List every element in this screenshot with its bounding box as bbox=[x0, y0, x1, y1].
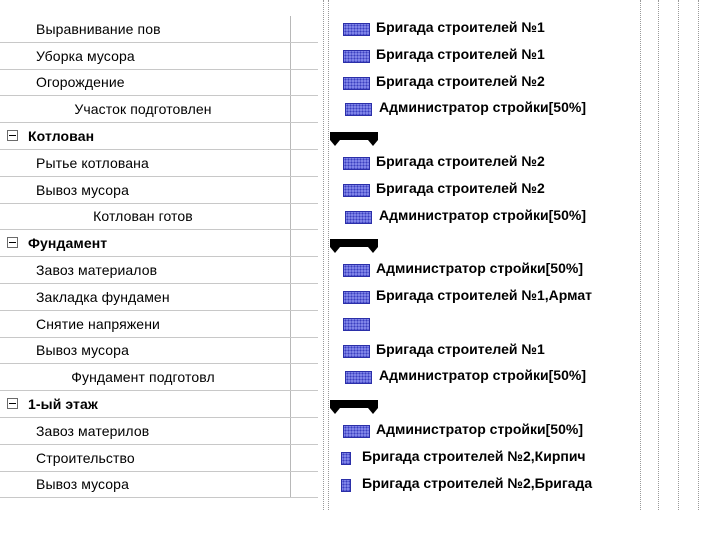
column-divider bbox=[290, 338, 291, 364]
column-divider bbox=[290, 43, 291, 69]
task-row[interactable] bbox=[0, 257, 318, 284]
task-name: Завоз материалов bbox=[36, 262, 158, 279]
resource-label: Администратор стройки[50%] bbox=[379, 206, 586, 223]
task-row[interactable] bbox=[0, 150, 318, 177]
resource-label: Бригада строителей №2,Бригада bbox=[362, 474, 593, 491]
column-divider bbox=[290, 16, 291, 42]
gantt-row bbox=[318, 16, 720, 43]
resource-label: Бригада строителей №1,Армат bbox=[376, 287, 592, 303]
task-name: Снятие напряжени bbox=[36, 315, 160, 332]
gantt-row bbox=[318, 391, 720, 418]
task-bar[interactable] bbox=[343, 264, 370, 277]
column-divider bbox=[290, 445, 291, 471]
task-row[interactable] bbox=[0, 70, 318, 97]
gantt-row bbox=[318, 177, 720, 204]
task-row[interactable] bbox=[0, 445, 318, 472]
task-bar[interactable] bbox=[343, 50, 370, 63]
column-divider bbox=[290, 70, 291, 96]
task-bar[interactable] bbox=[343, 291, 370, 304]
gantt-row bbox=[318, 204, 720, 231]
task-name: Котлован bbox=[28, 128, 95, 145]
task-row[interactable] bbox=[0, 204, 318, 231]
task-row[interactable] bbox=[0, 311, 318, 338]
task-name: Участок подготовлен bbox=[74, 101, 212, 118]
gantt-row bbox=[318, 418, 720, 445]
column-divider bbox=[290, 177, 291, 203]
task-name: Вывоз мусора bbox=[36, 476, 129, 493]
summary-bar[interactable] bbox=[330, 132, 378, 140]
column-divider bbox=[290, 284, 291, 310]
resource-label: Бригада строителей №1 bbox=[376, 19, 545, 35]
task-bar[interactable] bbox=[343, 184, 370, 197]
column-divider bbox=[290, 391, 291, 417]
task-name: Выравнивание пов bbox=[36, 20, 161, 37]
resource-label: Администратор стройки[50%] bbox=[379, 99, 586, 116]
task-row[interactable] bbox=[0, 16, 318, 43]
resource-label: Бригада строителей №2 bbox=[376, 72, 545, 89]
gantt-row bbox=[318, 96, 720, 123]
task-name: 1-ый этаж bbox=[28, 396, 98, 413]
column-divider bbox=[290, 311, 291, 337]
resource-label: Администратор стройки[50%] bbox=[379, 367, 586, 384]
task-name: Вывоз мусора bbox=[36, 342, 129, 359]
task-name: Завоз материлов bbox=[36, 422, 150, 439]
column-divider bbox=[290, 257, 291, 283]
resource-label: Администратор стройки[50%] bbox=[376, 421, 583, 437]
task-bar[interactable] bbox=[343, 318, 370, 331]
gantt-row bbox=[318, 445, 720, 472]
column-divider bbox=[290, 472, 291, 498]
task-row[interactable] bbox=[0, 96, 318, 123]
summary-task-row[interactable] bbox=[0, 391, 318, 418]
column-divider bbox=[290, 364, 291, 390]
task-name: Закладка фундамен bbox=[36, 288, 170, 305]
task-name: Фундамент bbox=[28, 235, 108, 252]
task-row[interactable] bbox=[0, 43, 318, 70]
gantt-row bbox=[318, 311, 720, 338]
task-name: Фундамент подготовл bbox=[71, 369, 215, 386]
summary-bar[interactable] bbox=[330, 239, 378, 247]
column-divider bbox=[290, 96, 291, 122]
task-row[interactable] bbox=[0, 284, 318, 311]
task-name: Вывоз мусора bbox=[36, 181, 129, 198]
task-bar[interactable] bbox=[343, 77, 370, 90]
task-bar[interactable] bbox=[341, 479, 351, 492]
gantt-row bbox=[318, 472, 720, 499]
task-bar[interactable] bbox=[343, 345, 370, 358]
task-bar[interactable] bbox=[345, 211, 372, 224]
gantt-row bbox=[318, 364, 720, 391]
column-divider bbox=[290, 150, 291, 176]
gantt-chart-area bbox=[318, 0, 720, 510]
summary-bar[interactable] bbox=[330, 400, 378, 408]
task-bar[interactable] bbox=[343, 23, 370, 36]
task-row[interactable] bbox=[0, 364, 318, 391]
resource-label: Администратор стройки[50%] bbox=[376, 260, 583, 277]
gantt-row bbox=[318, 230, 720, 257]
task-name: Котлован готов bbox=[93, 208, 193, 225]
column-divider bbox=[290, 230, 291, 256]
column-divider bbox=[290, 123, 291, 149]
task-bar[interactable] bbox=[343, 157, 370, 170]
column-divider bbox=[290, 418, 291, 444]
resource-label: Бригада строителей №1 bbox=[376, 45, 545, 62]
gantt-row bbox=[318, 338, 720, 365]
task-bar[interactable] bbox=[341, 452, 351, 465]
task-name: Уборка мусора bbox=[36, 47, 135, 64]
task-name: Строительство bbox=[36, 449, 135, 466]
task-name: Огорождение bbox=[36, 74, 125, 91]
resource-label: Бригада строителей №2 bbox=[376, 153, 545, 169]
resource-label: Бригада строителей №2 bbox=[376, 179, 545, 196]
task-row[interactable] bbox=[0, 418, 318, 445]
summary-task-row[interactable] bbox=[0, 123, 318, 150]
task-row[interactable] bbox=[0, 177, 318, 204]
task-bar[interactable] bbox=[345, 103, 372, 116]
gantt-row bbox=[318, 43, 720, 70]
gantt-row bbox=[318, 257, 720, 284]
gantt-row bbox=[318, 70, 720, 97]
task-bar[interactable] bbox=[343, 425, 370, 438]
gantt-row bbox=[318, 284, 720, 311]
task-name-column bbox=[0, 16, 318, 498]
task-name: Рытье котлована bbox=[36, 154, 149, 171]
gantt-row bbox=[318, 150, 720, 177]
gantt-row bbox=[318, 123, 720, 150]
resource-label: Бригада строителей №2,Кирпич bbox=[362, 447, 586, 464]
task-row[interactable] bbox=[0, 472, 318, 499]
task-row[interactable] bbox=[0, 338, 318, 365]
task-bar[interactable] bbox=[345, 371, 372, 384]
resource-label: Бригада строителей №1 bbox=[376, 340, 545, 357]
column-divider bbox=[290, 204, 291, 230]
summary-task-row[interactable] bbox=[0, 230, 318, 257]
